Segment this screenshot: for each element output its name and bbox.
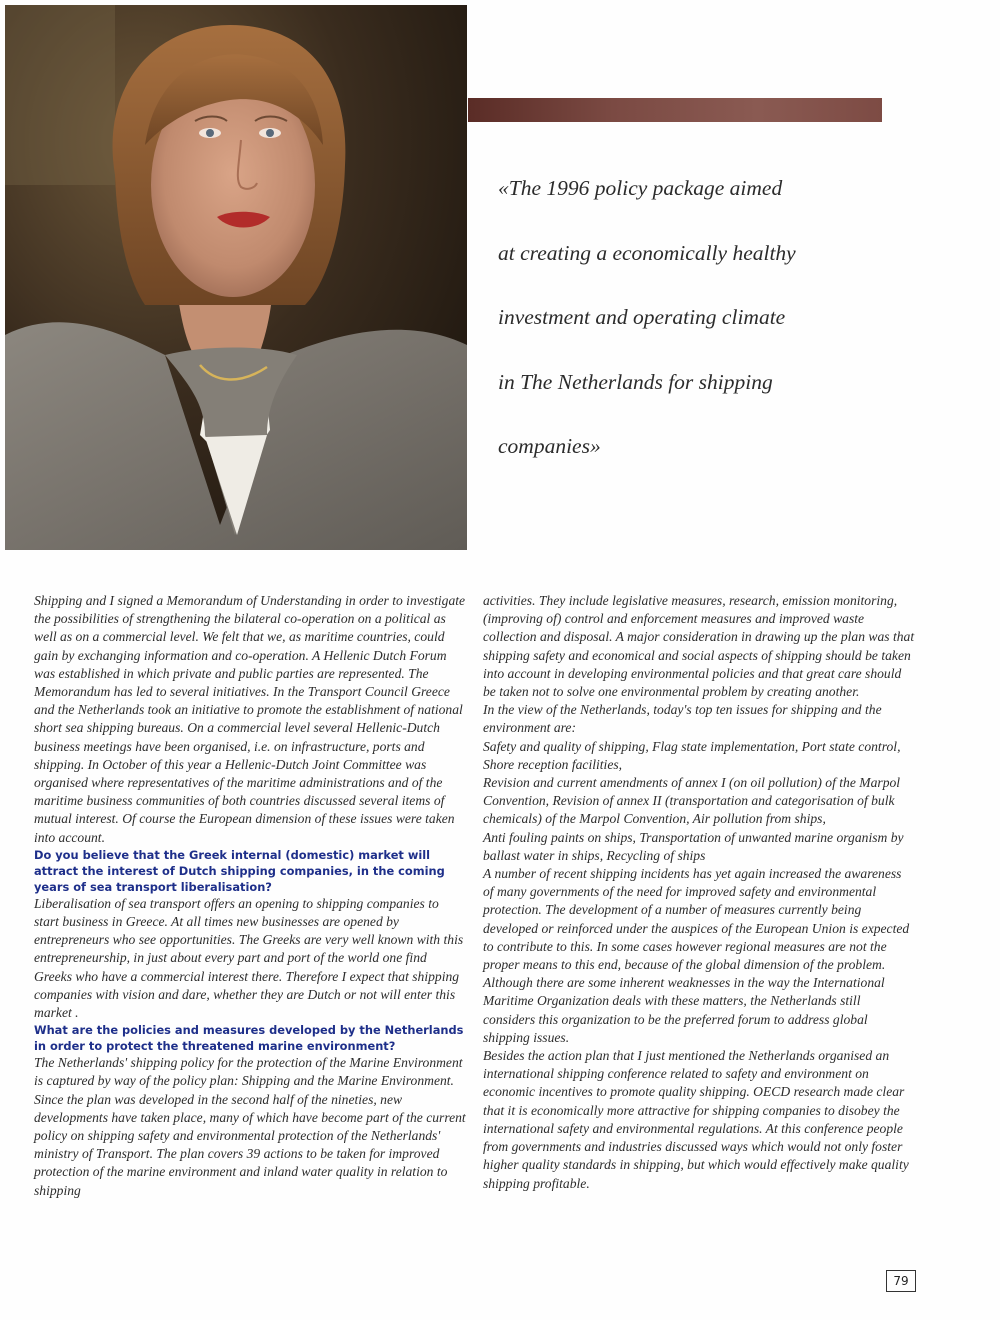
interview-question: Do you believe that the Greek internal (domestic) market will attract the interest of Dutch shipping companies, in the coming years of sea transport liberalisation? bbox=[34, 847, 445, 894]
pull-quote-line: at creating a economically healthy bbox=[498, 240, 796, 265]
body-paragraph: Safety and quality of shipping, Flag state implementation, Port state control, Shore reception facilities, bbox=[483, 738, 901, 772]
right-text-column bbox=[483, 592, 915, 1193]
portrait-photo bbox=[5, 5, 467, 550]
body-paragraph: In the view of the Netherlands, today's top ten issues for shipping and the environment are: bbox=[483, 702, 882, 736]
page-number: 79 bbox=[886, 1270, 916, 1292]
pull-quote-line: companies» bbox=[498, 434, 601, 458]
body-paragraph: Besides the action plan that I just mentioned the Netherlands organised an international shipping conference related to safety and environment on economic incentives to promote quality shipping. OECD research made clear that it is economically more attractive for shipping companies to disobey the international safety and environmental regulations. At this conference people from governments and industries discussed ways which would not only foster higher quality standards in shipping, but which would effectively make quality shipping profitable. bbox=[483, 1048, 909, 1191]
body-paragraph: A number of recent shipping incidents has yet again increased the awareness of many governments of the need for improved safety and environmental protection. The development of a number of measures currently being developed or reinforced under the auspices of the European Union is expected bbox=[483, 866, 910, 936]
body-paragraph: Revision and current amendments of annex I (on oil pollution) of the Marpol Convention, Revision of annex II (transportation and categorisation of bulk chemicals) of the Marpol Convention, Air pollution from ships, bbox=[483, 775, 901, 827]
pull-quote-line: investment and operating climate bbox=[498, 305, 786, 329]
decorative-accent-bar bbox=[468, 98, 882, 122]
pull-quote-line: in The Netherlands for shipping bbox=[498, 369, 773, 394]
pull-quote bbox=[498, 170, 938, 493]
body-paragraph: activities. They include legislative measures, research, emission monitoring, (improving of) control and enforcement measures and improved waste collection and disposal. A major consideration in drawing up the plan was that shipping safety and economical and social aspects of shipping should be taken into account in developing environmental policies and that great care should be taken not to solve one environmental problem by creating another. bbox=[483, 593, 915, 700]
pull-quote-line: «The 1996 policy package aimed bbox=[498, 176, 783, 200]
left-text-column bbox=[34, 592, 466, 1200]
intro-paragraph: Shipping and I signed a Memorandum of Understanding in order to investigate the possibilities of strengthening the bilateral co-operation on a political as well as on a commercial level. We felt that we, as maritime countries, could gain by exchanging information and co-operation. A Hellenic Dutch Forum was established in which private and public parties are represented. The Memorandum has led to several initiatives. In the Transport Council Greece and the Netherlands took an initiative to promote the establishment of national short sea shipping bureaus. On a commercial level several Hellenic-Dutch business meetings have been organised, i.e. on infrastructure, ports and shipping. In October of this year a Hellenic-Dutch Joint Committee was organised where representatives of the maritime administrations and of the maritime business communities of both countries discussed several items of mutual interest. Of course the European dimension of these issues were taken into account. bbox=[34, 593, 466, 845]
answer-paragraph: Liberalisation of sea transport offers an opening to shipping companies to start business in Greece. At all times new businesses are opened by entrepreneurs who see opportunities. The Greeks are very well known with this entrepreneurship, in just about every part and port of the world one find Greeks who have a commercial interest there. Therefore I expect that shipping companies with vision and dare, whether they are Dutch or not will enter this market . bbox=[34, 895, 464, 1021]
body-paragraph: to contribute to this. In some cases however regional measures are not the proper means to this end, because of the global dimension of the problem. Although there are some inherent weaknesses in the way the International Maritime Organization deals with these matters, the Netherlands still considers this organization to be the preferred forum to address global shipping issues. bbox=[483, 938, 887, 1045]
body-paragraph: Anti fouling paints on ships, Transportation of unwanted marine organism by ballast water in ships, Recycling of ships bbox=[483, 829, 904, 863]
answer-paragraph: The Netherlands' shipping policy for the protection of the Marine Environment is captured by way of the policy plan: Shipping and the Marine Environment. Since the plan was developed in the second half of the nineties, new developments have taken place, many of which have become part of the current policy on shipping safety and environmental protection of the Netherlands' ministry of Transport. The plan covers 39 actions to be taken for improved protection of the marine environment and inland water quality in relation to shipping bbox=[34, 1055, 466, 1198]
interview-question: What are the policies and measures developed by the Netherlands in order to protect the threatened marine environment? bbox=[34, 1023, 464, 1054]
